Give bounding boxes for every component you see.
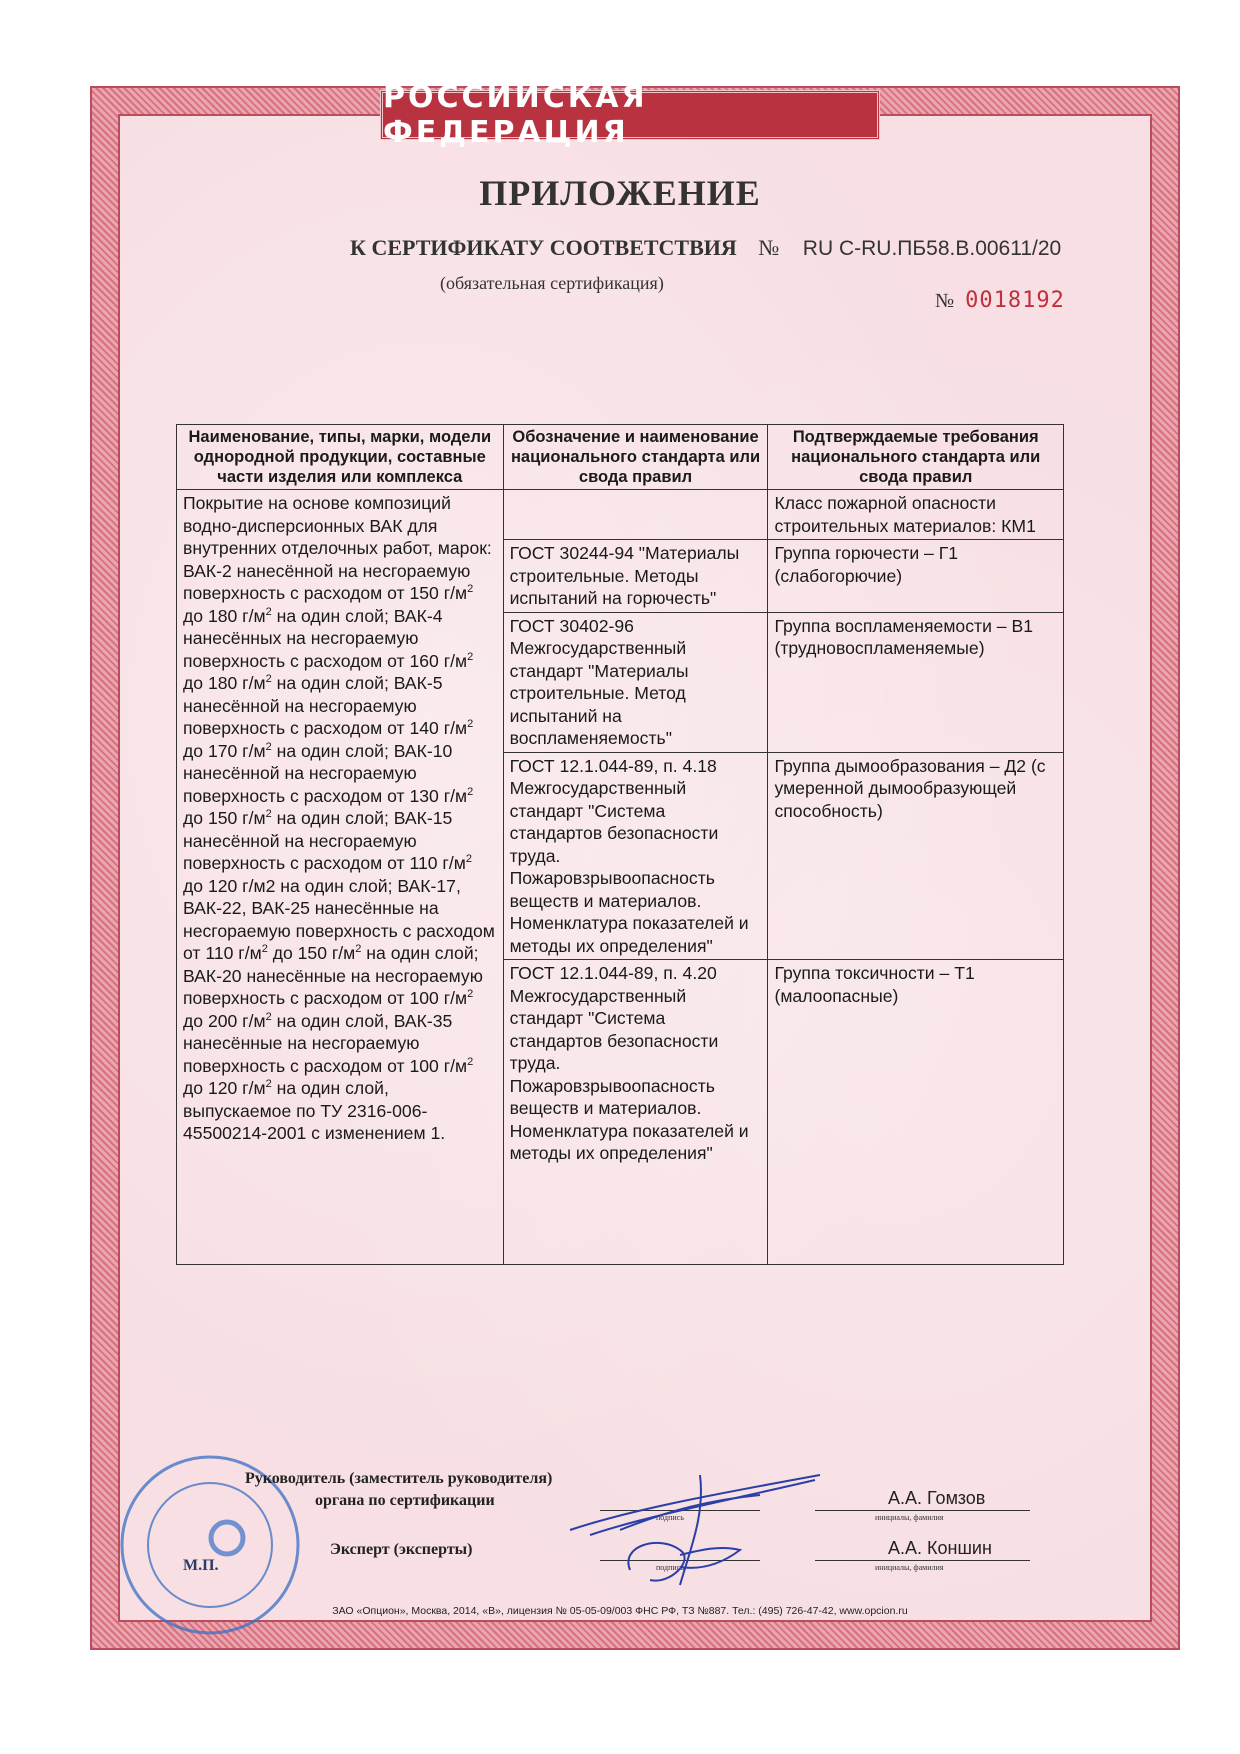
header-requirements: Подтверждаемые требования национального стандарта или свода правил xyxy=(768,425,1064,490)
serial-number xyxy=(935,288,1065,313)
requirements-table xyxy=(176,424,1064,1265)
table-header-row xyxy=(177,425,1064,490)
table-row xyxy=(177,490,1064,540)
standard-cell: ГОСТ 30244-94 "Материалы строительные. Методы испытаний на горючесть" xyxy=(503,540,768,613)
header-standard: Обозначение и наименование национального стандарта или свода правил xyxy=(503,425,768,490)
standard-cell xyxy=(503,490,768,540)
requirement-cell: Группа токсичности – Т1 (малоопасные) xyxy=(768,960,1064,1265)
standard-cell: ГОСТ 12.1.044-89, п. 4.20 Межгосударственный стандарт "Система стандартов безопасности труда. Пожаровзрывоопасность веществ и материалов. Номенклатура показателей и методы их определения" xyxy=(503,960,768,1265)
head-label-2: органа по сертификации xyxy=(315,1492,495,1509)
expert-label: Эксперт (эксперты) xyxy=(330,1541,473,1558)
head-signature-caption: подпись xyxy=(656,1513,684,1522)
header-products: Наименование, типы, марки, модели однородной продукции, составные части изделия или комплекса xyxy=(177,425,504,490)
serial-digits: 0018192 xyxy=(965,288,1065,313)
expert-signature-caption: подпись xyxy=(656,1563,684,1572)
product-description: Покрытие на основе композиций водно-дисперсионных ВАК для внутренних отделочных работ, марок: ВАК-2 нанесённой на несгораемую поверхность с расходом от 150 $г/м^2$ до 180 $г/м^2$ на один слой; ВАК-4 нанесённых на несгораемую поверхность с расходом от 160 $г/м^2$ до 180 $г/м^2$ на один слой; ВАК-5 нанесённой на несгораемую поверхность с расходом от 140 $г/м^2$ до 170 $г/м^2$ на один слой; ВАК-10 нанесённой на несгораемую поверхность с расходом от 130 $г/м^2$ до 150 $г/м^2$ на один слой; ВАК-15 нанесённой на несгораемую поверхность с расходом от 110 $г/м^2$ до 120 г/м2 на один слой; ВАК-17, ВАК-22, ВАК-25 нанесённые на несгораемую поверхность с расходом от 110 $г/м^2$ до 150 $г/м^2$ на один слой; ВАК-20 нанесённые на несгораемую поверхность с расходом от 100 $г/м^2$ до 200 $г/м^2$ на один слой, ВАК-35 нанесённые на несгораемую поверхность с расходом от 100 $г/м^2$ до 120 $г/м^2$ на один слой, выпускаемое по ТУ 2316-006-45500214-2001 с изменением 1. xyxy=(177,490,504,1265)
certificate-number: RU C-RU.ПБ58.В.00611/20 xyxy=(802,237,1062,260)
mp-label: М.П. xyxy=(183,1557,219,1574)
printer-footer: ЗАО «Опцион», Москва, 2014, «В», лицензия № 05-05-09/003 ФНС РФ, ТЗ №887. Тел.: (495) 726-47-42, www.opcion.ru xyxy=(332,1605,908,1617)
expert-name: А.А. Коншин xyxy=(888,1538,992,1558)
country-banner: РОССИЙСКАЯ ФЕДЕРАЦИЯ xyxy=(380,90,880,140)
number-sign: № xyxy=(758,235,780,260)
standard-cell: ГОСТ 30402-96 Межгосударственный стандарт "Материалы строительные. Метод испытаний на воспламеняемость" xyxy=(503,612,768,752)
handwritten-signatures xyxy=(560,1455,860,1595)
head-label-1: Руководитель (заместитель руководителя) xyxy=(245,1470,553,1487)
standard-cell: ГОСТ 12.1.044-89, п. 4.18 Межгосударственный стандарт "Система стандартов безопасности труда. Пожаровзрывоопасность веществ и материалов. Номенклатура показателей и методы их определения" xyxy=(503,752,768,960)
requirement-cell: Класс пожарной опасности строительных материалов: КМ1 xyxy=(768,490,1064,540)
requirement-cell: Группа воспламеняемости – В1 (трудновоспламеняемые) xyxy=(768,612,1064,752)
certificate-label: К СЕРТИФИКАТУ СООТВЕТСТВИЯ xyxy=(350,235,737,260)
head-name-caption: инициалы, фамилия xyxy=(875,1513,944,1522)
head-name: А.А. Гомзов xyxy=(888,1488,986,1508)
serial-sign: № xyxy=(935,290,955,312)
certification-type: (обязательная сертификация) xyxy=(440,273,664,293)
page-title: ПРИЛОЖЕНИЕ xyxy=(479,173,761,213)
expert-name-caption: инициалы, фамилия xyxy=(875,1563,944,1572)
requirement-cell: Группа дымообразования – Д2 (с умеренной дымообразующей способность) xyxy=(768,752,1064,960)
certificate-line xyxy=(350,235,1061,261)
requirement-cell: Группа горючести – Г1 (слабогорючие) xyxy=(768,540,1064,613)
